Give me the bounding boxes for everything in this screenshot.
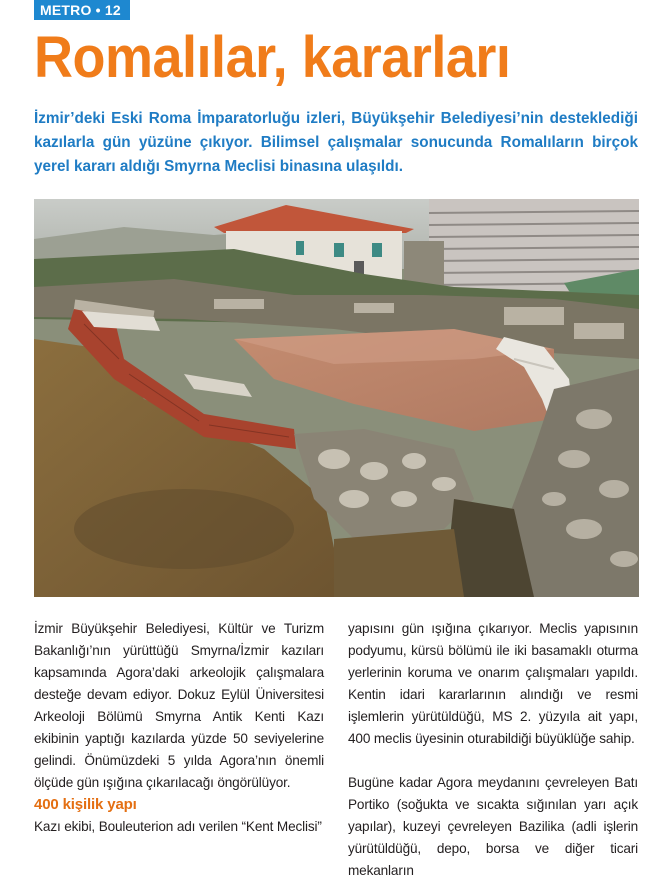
excavation-photo	[34, 199, 639, 597]
article-paragraph: Bugüne kadar Agora meydanını çevreleyen Batı Portiko (soğukta ve sıcakta sığınılan yarı açık yapılar), kuzeyi çevreleyen Bazilika (adli işlerin yürütüldüğü, depo, borsa ve diğer ticari mekanların	[348, 775, 638, 878]
article-paragraph: İzmir Büyükşehir Belediyesi, Kültür ve Turizm Bakanlığı’nın yürüttüğü Smyrna/İzmir kazıları kapsamında Agora’daki arkeolojik çalışmalara desteğe devam ediyor. Dokuz Eylül Üniversitesi Arkeoloji Bölümü Smyrna Antik Kenti Kazı ekibinin yaptığı kazılarda yüzde 50 seviyelerine gelindi. Önümüzdeki 5 yılda Agora’nın önemli ölçüde gün ışığına çıkarılacağı öngörülüyor.	[34, 621, 324, 790]
article-column-1	[34, 618, 324, 838]
section-tag: METRO • 12	[34, 0, 130, 20]
article-column-2	[348, 618, 638, 882]
subheading: 400 kişilik yapı	[34, 796, 137, 813]
article-paragraph: Kazı ekibi, Bouleuterion adı verilen “Kent Meclisi”	[34, 819, 322, 834]
lead-paragraph: İzmir’deki Eski Roma İmparatorluğu izleri, Büyükşehir Belediyesi’nin desteklediği kazılarla gün yüzüne çıkıyor. Bilimsel çalışmalar sonucunda Romalıların birçok yerel kararı aldığı Smyrna Meclisi binasına ulaşıldı.	[34, 110, 638, 175]
headline: Romalılar, kararları	[34, 25, 511, 90]
article-paragraph: yapısını gün ışığına çıkarıyor. Meclis yapısının podyumu, kürsü bölümü ile iki basamaklı oturma yerlerinin koruma ve onarım çalışmaları yapıldı. Kentin idari kararlarının alındığı ve resmi işlemlerin yürütüldüğü, MS 2. yüzyıla ait yapı, 400 meclis üyesinin oturabildiği büyüklüğe sahip.	[348, 621, 638, 746]
